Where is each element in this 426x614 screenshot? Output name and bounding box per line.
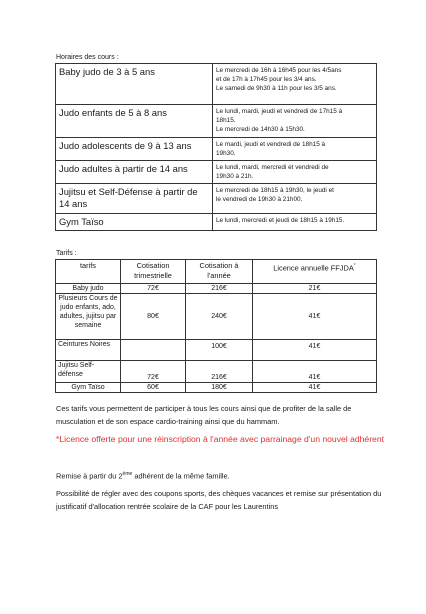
tarif-licence: 41€ [253, 340, 377, 361]
schedule-heading: Horaires des cours : [56, 54, 119, 61]
table-row [56, 383, 377, 393]
table-row [56, 214, 377, 231]
course-name: Gym Taïso [56, 214, 213, 231]
tarif-licence: 41€ [253, 294, 377, 340]
tarif-trim: 72€ [121, 284, 186, 294]
time-line: Le mercredi de 16h à 16h45 pour les 4/5ans [216, 67, 342, 74]
time-line: 19h30 à 21h. [216, 173, 254, 180]
tarif-annee: 240€ [186, 294, 253, 340]
course-name: Jujitsu et Self-Défense à partir de 14 ans [56, 184, 213, 214]
tarif-label: Gym Taïso [56, 383, 121, 393]
table-row [56, 161, 377, 184]
time-line: 19h30. [216, 150, 236, 157]
tarif-label: Baby judo [56, 284, 121, 294]
table-row [56, 138, 377, 161]
table-row [56, 284, 377, 294]
ordinal-suffix: ème [122, 471, 133, 477]
course-times [213, 64, 377, 105]
table-row [56, 361, 377, 383]
tarif-label: Plusieurs Cours de judo enfants, ado, adultes, jujitsu par semaine [56, 294, 121, 340]
tarif-licence: 21€ [253, 284, 377, 294]
column-header [253, 260, 377, 284]
licence-offer-note: *Licence offerte pour une réinscription à l'année avec parrainage d'un nouvel adhérent [56, 434, 385, 444]
time-line: le vendredi de 19h30 à 21h00. [216, 196, 303, 203]
tarif-licence: 41€ [253, 383, 377, 393]
tarif-label: Jujitsu Self-défense [56, 361, 121, 383]
time-line: Le mardi, jeudi et vendredi de 18h15 à [216, 141, 326, 148]
tarif-trim: 72€ [121, 361, 186, 383]
discount-note [56, 468, 386, 482]
time-line: Le mercredi de 14h30 à 15h30. [216, 126, 305, 133]
time-line: Le lundi, mercredi et jeudi de 18h15 à 19h15. [216, 217, 345, 224]
tarif-trim: 80€ [121, 294, 186, 340]
asterisk-mark: * [353, 263, 356, 269]
tarifs-heading: Tarifs : [56, 250, 77, 257]
column-header-text: Licence annuelle FFJDA [273, 263, 354, 273]
time-line: Le lundi, mardi, mercredi et vendredi de [216, 164, 329, 171]
table-row [56, 64, 377, 105]
tarif-annee: 216€ [186, 361, 253, 383]
course-name: Judo enfants de 5 à 8 ans [56, 105, 213, 138]
course-name: Judo adolescents de 9 à 13 ans [56, 138, 213, 161]
discount-text: Remise à partir du 2 [56, 471, 123, 481]
tarif-label: Ceintures Noires [56, 340, 121, 361]
tarif-annee: 100€ [186, 340, 253, 361]
time-line: Le samedi de 9h30 à 11h pour les 3/5 ans. [216, 85, 337, 92]
time-line: 18h15. [216, 117, 236, 124]
column-header: tarifs [56, 260, 121, 284]
tarif-licence: 41€ [253, 361, 377, 383]
column-header: Cotisation trimestrielle [121, 260, 186, 284]
course-name: Judo adultes à partir de 14 ans [56, 161, 213, 184]
course-times [213, 184, 377, 214]
time-line: Le mercredi de 18h15 à 19h30, le jeudi et [216, 187, 334, 194]
table-row [56, 340, 377, 361]
payment-note: Possibilité de régler avec des coupons sports, des chèques vacances et remise sur présentation du justificatif d'allocation rentrée scolaire de la CAF pour les Laurentins [56, 489, 382, 511]
tarif-trim: 60€ [121, 383, 186, 393]
course-times [213, 105, 377, 138]
table-row [56, 184, 377, 214]
schedule-table [55, 63, 377, 231]
access-note: Ces tarifs vous permettent de participer à tous les cours ainsi que de profiter de la salle de musculation et de son espace cardio-training ainsi que du hammam. [56, 404, 352, 426]
tarifs-table [55, 259, 377, 393]
tarif-annee: 180€ [186, 383, 253, 393]
course-times [213, 138, 377, 161]
tarif-trim [121, 340, 186, 361]
table-row [56, 294, 377, 340]
time-line: et de 17h à 17h45 pour les 3/4 ans. [216, 76, 317, 83]
time-line: Le lundi, mardi, jeudi et vendredi de 17h15 à [216, 108, 343, 115]
course-times [213, 161, 377, 184]
course-name: Baby judo de 3 à 5 ans [56, 64, 213, 105]
table-row [56, 105, 377, 138]
column-header: Cotisation à l'année [186, 260, 253, 284]
discount-text: adhérent de la même famille. [132, 471, 230, 481]
course-times [213, 214, 377, 231]
table-header-row [56, 260, 377, 284]
tarif-annee: 216€ [186, 284, 253, 294]
